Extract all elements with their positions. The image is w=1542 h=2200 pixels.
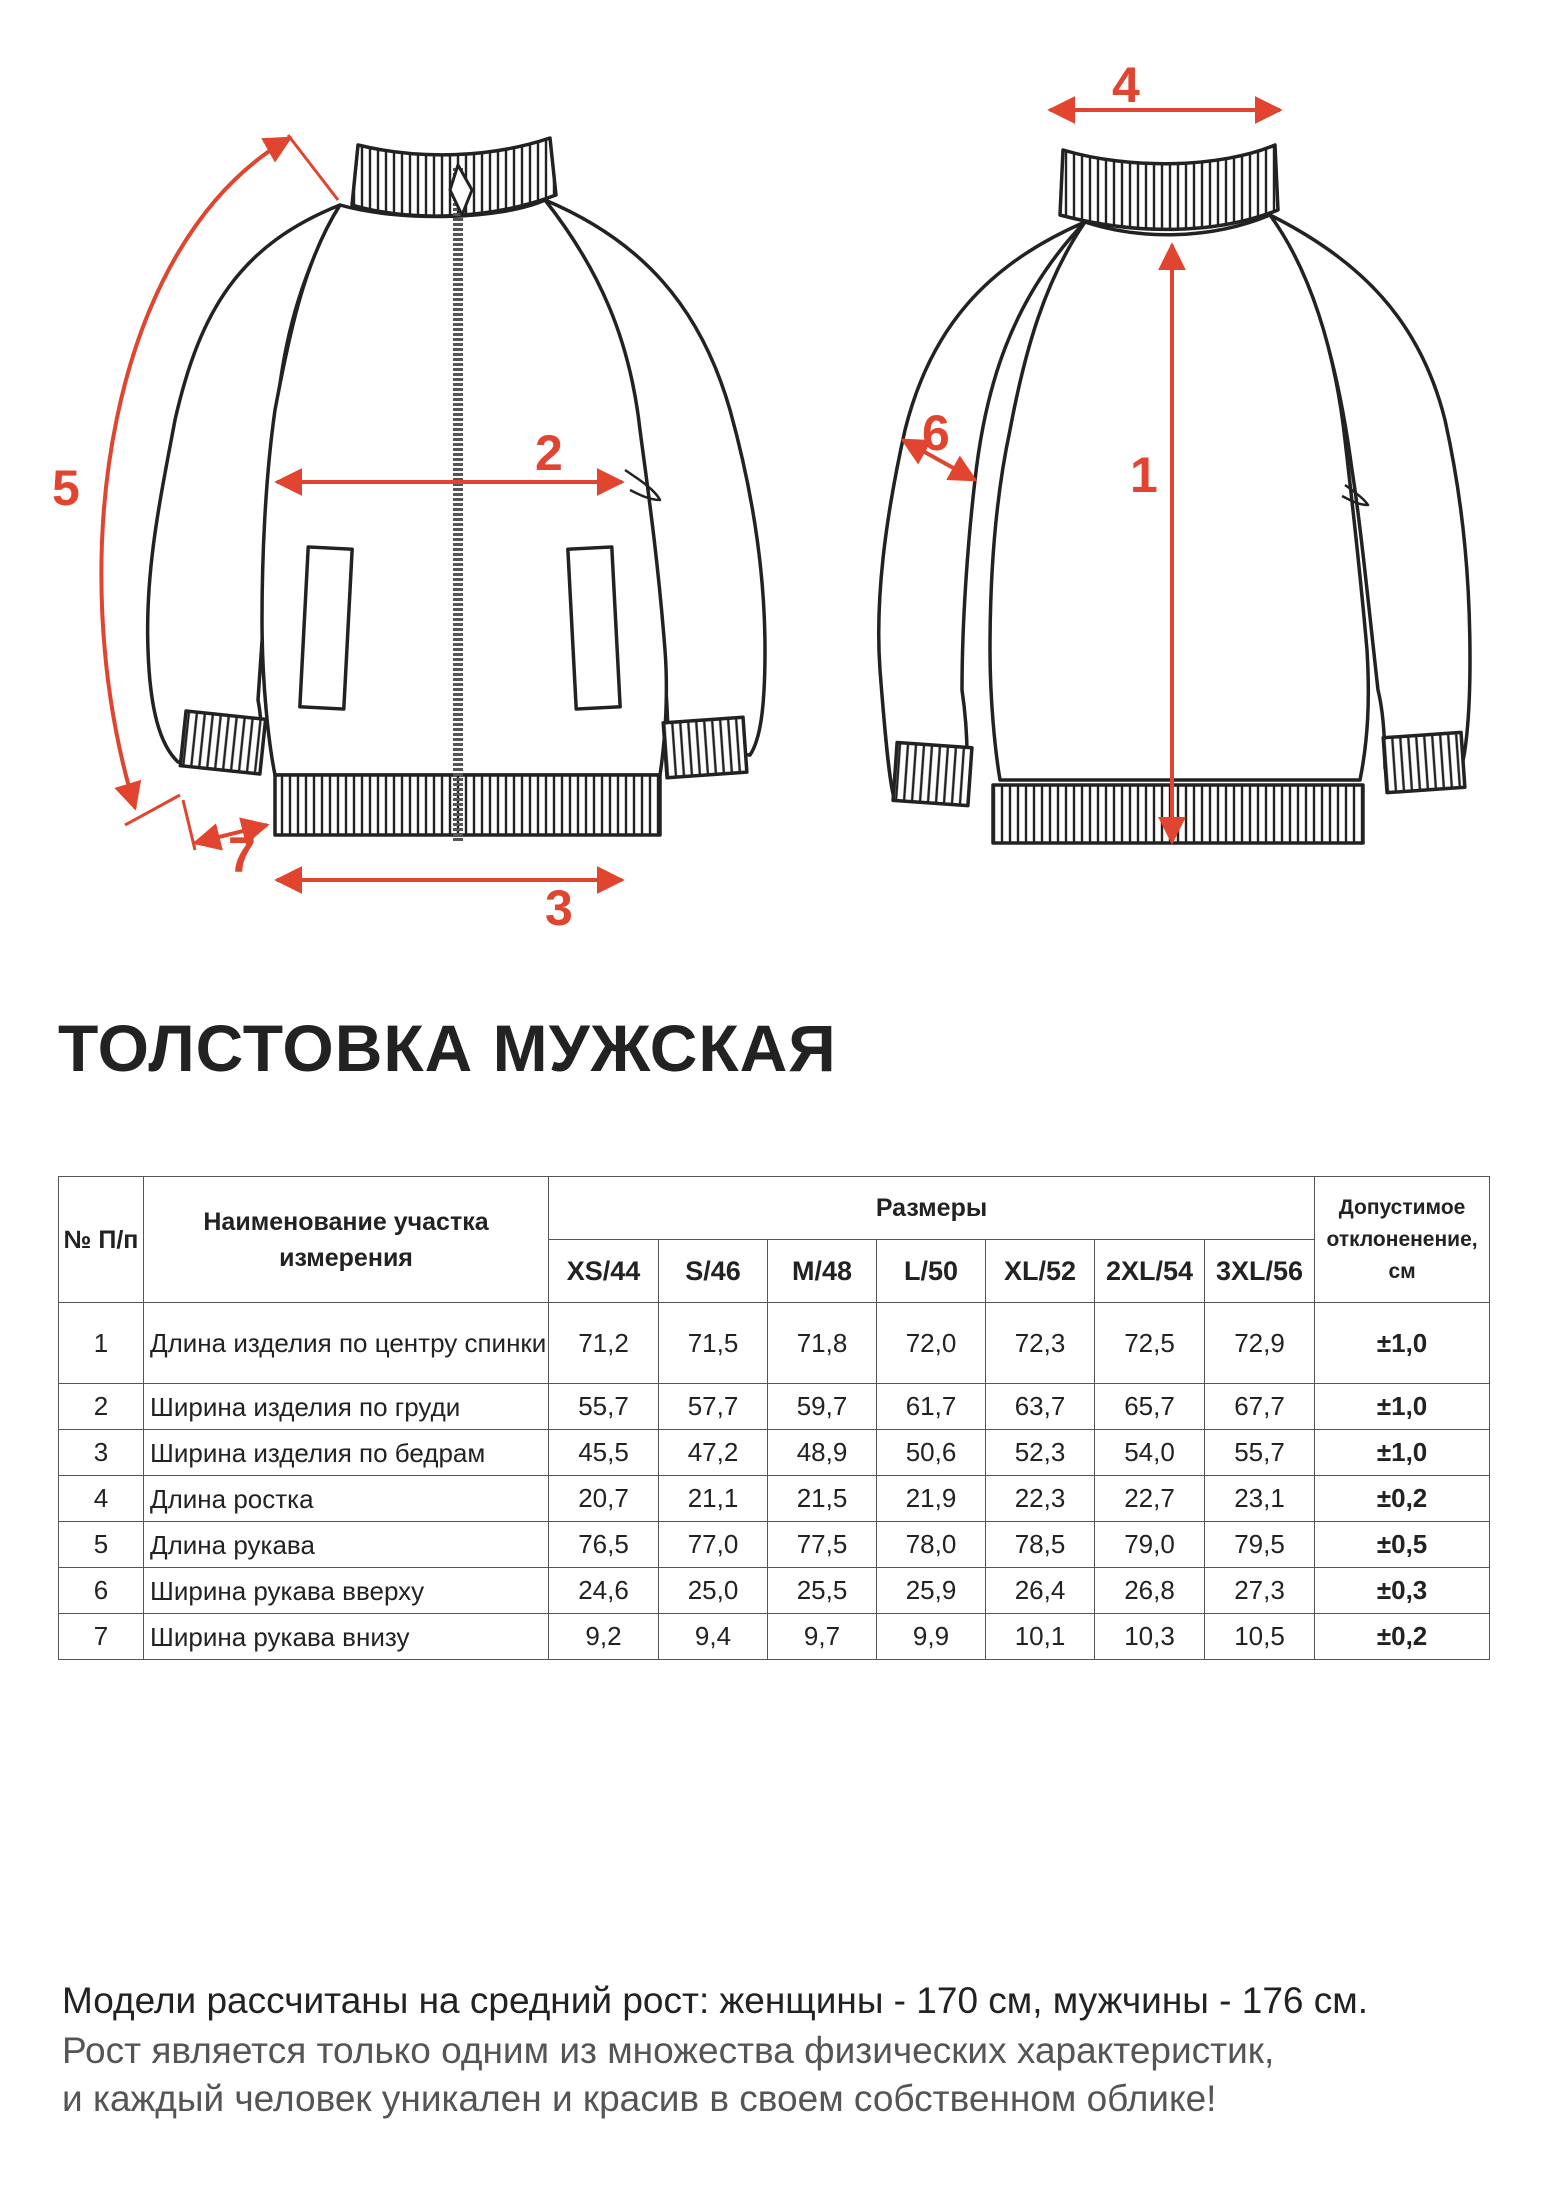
measurement-name: Ширина изделия по груди (144, 1384, 549, 1430)
size-value: 26,4 (986, 1568, 1095, 1614)
tolerance-value: ±0,5 (1315, 1522, 1490, 1568)
size-value: 79,0 (1095, 1522, 1205, 1568)
size-value: 27,3 (1205, 1568, 1315, 1614)
arrow-7-guide (183, 800, 195, 850)
size-value: 67,7 (1205, 1384, 1315, 1430)
table-row (59, 1384, 1490, 1430)
size-header-cell: 2XL/54 (1095, 1240, 1205, 1303)
header-sizes-label: Размеры (549, 1177, 1315, 1240)
size-header-cell: XS/44 (549, 1240, 659, 1303)
callout-6: 6 (922, 405, 950, 461)
garment-diagram (0, 0, 1542, 960)
row-number: 5 (59, 1522, 144, 1568)
front-right-pocket (568, 547, 620, 709)
size-value: 50,6 (877, 1430, 986, 1476)
row-number: 7 (59, 1614, 144, 1660)
callout-7: 7 (228, 827, 256, 883)
measurement-name: Ширина изделия по бедрам (144, 1430, 549, 1476)
page-title: ТОЛСТОВКА МУЖСКАЯ (58, 1011, 837, 1085)
footer-note (62, 1975, 1522, 2123)
tolerance-value: ±1,0 (1315, 1303, 1490, 1384)
table-row (59, 1568, 1490, 1614)
measurement-name: Ширина рукава внизу (144, 1614, 549, 1660)
size-value: 78,0 (877, 1522, 986, 1568)
row-number: 2 (59, 1384, 144, 1430)
size-value: 55,7 (1205, 1430, 1315, 1476)
size-value: 10,5 (1205, 1614, 1315, 1660)
measurement-name: Длина рукава (144, 1522, 549, 1568)
front-view (148, 138, 765, 842)
table-row (59, 1430, 1490, 1476)
footer-line-3: и каждый человек уникален и красив в своем собственном облике! (62, 2078, 1217, 2119)
back-left-cuff (893, 742, 972, 805)
size-chart-table (58, 1176, 1490, 1660)
size-value: 9,7 (768, 1614, 877, 1660)
size-value: 48,9 (768, 1430, 877, 1476)
table-row (59, 1476, 1490, 1522)
callout-2: 2 (535, 425, 563, 481)
size-value: 61,7 (877, 1384, 986, 1430)
size-value: 71,8 (768, 1303, 877, 1384)
size-value: 72,0 (877, 1303, 986, 1384)
table-body (59, 1303, 1490, 1660)
back-body (990, 215, 1368, 780)
size-value: 23,1 (1205, 1476, 1315, 1522)
size-header-cell: 3XL/56 (1205, 1240, 1315, 1303)
size-value: 57,7 (659, 1384, 768, 1430)
size-header-cell: S/46 (659, 1240, 768, 1303)
callout-4: 4 (1112, 57, 1140, 113)
size-value: 54,0 (1095, 1430, 1205, 1476)
size-value: 72,5 (1095, 1303, 1205, 1384)
size-value: 78,5 (986, 1522, 1095, 1568)
size-value: 25,5 (768, 1568, 877, 1614)
tolerance-value: ±1,0 (1315, 1430, 1490, 1476)
footer-line-1: Модели рассчитаны на средний рост: женщины - 170 см, мужчины - 176 см. (62, 1980, 1368, 2021)
front-hem (275, 775, 660, 835)
size-value: 63,7 (986, 1384, 1095, 1430)
header-name: Наименование участка измерения (144, 1177, 549, 1303)
size-value: 24,6 (549, 1568, 659, 1614)
size-header-cell: M/48 (768, 1240, 877, 1303)
size-value: 45,5 (549, 1430, 659, 1476)
back-view (879, 145, 1470, 843)
tolerance-value: ±0,2 (1315, 1614, 1490, 1660)
row-number: 3 (59, 1430, 144, 1476)
size-value: 20,7 (549, 1476, 659, 1522)
header-num: № П/п (59, 1177, 144, 1303)
table-row (59, 1522, 1490, 1568)
size-value: 71,2 (549, 1303, 659, 1384)
callout-5: 5 (52, 460, 80, 516)
size-value: 52,3 (986, 1430, 1095, 1476)
size-value: 22,3 (986, 1476, 1095, 1522)
size-value: 55,7 (549, 1384, 659, 1430)
size-value: 10,3 (1095, 1614, 1205, 1660)
size-value: 21,5 (768, 1476, 877, 1522)
arrow-5-guide-top (288, 135, 338, 200)
table-row (59, 1303, 1490, 1384)
back-right-cuff (1383, 732, 1465, 792)
table-row (59, 1614, 1490, 1660)
size-value: 25,0 (659, 1568, 768, 1614)
size-value: 21,1 (659, 1476, 768, 1522)
size-value: 72,9 (1205, 1303, 1315, 1384)
size-value: 47,2 (659, 1430, 768, 1476)
front-left-cuff (180, 711, 265, 774)
size-value: 65,7 (1095, 1384, 1205, 1430)
size-value: 10,1 (986, 1614, 1095, 1660)
size-header-cell: XL/52 (986, 1240, 1095, 1303)
size-value: 26,8 (1095, 1568, 1205, 1614)
tolerance-value: ±0,2 (1315, 1476, 1490, 1522)
size-header-cell: L/50 (877, 1240, 986, 1303)
tolerance-value: ±1,0 (1315, 1384, 1490, 1430)
size-value: 25,9 (877, 1568, 986, 1614)
callout-1: 1 (1130, 447, 1158, 503)
size-value: 59,7 (768, 1384, 877, 1430)
row-number: 6 (59, 1568, 144, 1614)
measurement-name: Ширина рукава вверху (144, 1568, 549, 1614)
size-value: 77,0 (659, 1522, 768, 1568)
row-number: 1 (59, 1303, 144, 1384)
back-hem (993, 785, 1363, 843)
table-header-row (59, 1177, 1490, 1240)
size-value: 22,7 (1095, 1476, 1205, 1522)
front-right-cuff (663, 717, 747, 777)
size-value: 71,5 (659, 1303, 768, 1384)
front-left-pocket (300, 547, 352, 709)
back-collar (1060, 145, 1278, 229)
measurement-name: Длина ростка (144, 1476, 549, 1522)
row-number: 4 (59, 1476, 144, 1522)
size-value: 21,9 (877, 1476, 986, 1522)
tolerance-value: ±0,3 (1315, 1568, 1490, 1614)
header-tolerance: Допустимое отклоненение, см (1315, 1177, 1490, 1303)
size-value: 72,3 (986, 1303, 1095, 1384)
size-value: 9,4 (659, 1614, 768, 1660)
measurement-name: Длина изделия по центру спинки (144, 1303, 549, 1384)
size-value: 76,5 (549, 1522, 659, 1568)
size-value: 79,5 (1205, 1522, 1315, 1568)
size-value: 77,5 (768, 1522, 877, 1568)
footer-line-2: Рост является только одним из множества физических характеристик, (62, 2030, 1275, 2071)
size-value: 9,9 (877, 1614, 986, 1660)
callout-3: 3 (545, 880, 573, 936)
size-value: 9,2 (549, 1614, 659, 1660)
